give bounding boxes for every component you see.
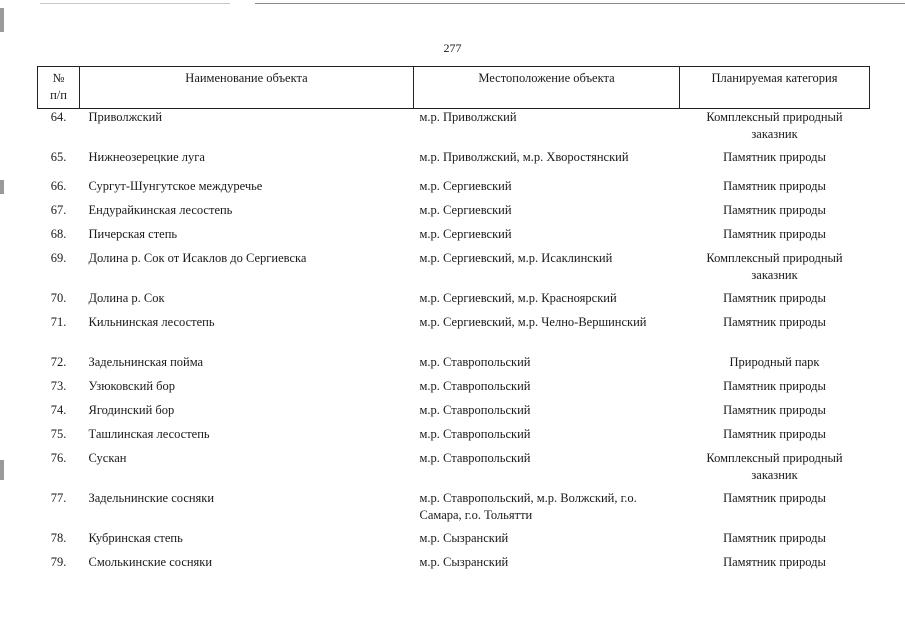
table-header [38,67,870,109]
row-name: Ташлинская лесостепь [88,426,210,441]
row-name: Приволжский [88,110,163,124]
row-location: м.р. Сергиевский, м.р. Исаклинский [419,250,613,265]
row-location: м.р. Ставропольский [419,354,531,369]
row-category: Памятник природы [723,290,826,305]
row-name: Пичерская степь [88,226,178,241]
row-num: 71. [50,314,67,329]
header-num: № п/п [38,67,80,109]
table-row [38,250,870,290]
row-name: Задельнинская пойма [88,354,204,369]
scan-edge-line [40,3,230,4]
row-category: Памятник природы [723,402,826,417]
scan-edge-line [255,3,905,4]
row-category: Памятник природы [723,178,826,193]
row-location: м.р. Сергиевский, м.р. Челно-Вершинский [419,314,647,329]
row-category: Памятник природы [723,554,826,569]
table-row [38,490,870,530]
row-category: Памятник природы [723,314,826,329]
row-num: 74. [50,402,67,417]
table-row [38,109,870,149]
row-num: 67. [50,202,67,217]
row-category: Природный парк [729,354,820,369]
table-row [38,402,870,426]
row-name: Долина р. Сок [88,290,165,305]
table-row [38,314,870,354]
row-name: Узюковский бор [88,378,176,393]
row-category: Комплексный природный заказник [706,250,843,282]
table-body [38,109,870,578]
row-name: Нижнеозерецкие луга [88,149,205,164]
row-category: Памятник природы [723,378,826,393]
row-location: м.р. Сергиевский [419,178,512,193]
row-location: м.р. Сергиевский [419,202,512,217]
row-location: м.р. Ставропольский [419,426,531,441]
table-row [38,226,870,250]
row-num: 79. [50,554,67,569]
row-category: Памятник природы [723,426,826,441]
row-category: Памятник природы [723,530,826,545]
table-row [38,554,870,578]
header-name: Наименование объекта [80,67,414,109]
row-category: Памятник природы [723,226,826,241]
row-name: Сургут-Шунгутское междуречье [88,178,263,193]
scan-edge-mark [0,8,4,32]
row-location: м.р. Сергиевский [419,226,512,241]
scan-edge-mark [0,460,4,480]
row-location: м.р. Ставропольский [419,402,531,417]
header-category: Планируемая категория [680,67,870,109]
row-category: Памятник природы [723,490,826,505]
table-row [38,354,870,378]
row-category: Памятник природы [723,149,826,164]
row-category: Комплексный природный заказник [706,110,843,141]
row-name: Кильнинская лесостепь [88,314,215,329]
row-num: 65. [50,149,67,164]
table-row [38,178,870,202]
row-name: Долина р. Сок от Исаклов до Сергиевска [88,250,307,265]
row-num: 78. [50,530,67,545]
row-location: м.р. Ставропольский [419,378,531,393]
row-name: Смолькинские сосняки [88,554,213,569]
row-name: Задельнинские сосняки [88,490,215,505]
row-num: 68. [50,226,67,241]
row-num: 76. [50,450,67,465]
table-row [38,530,870,554]
scan-edge-mark [0,180,4,194]
row-num: 69. [50,250,67,265]
row-num: 77. [50,490,67,505]
row-num: 64. [50,110,67,124]
row-num: 70. [50,290,67,305]
row-name: Кубринская степь [88,530,183,545]
row-location: м.р. Сергиевский, м.р. Красноярский [419,290,617,305]
row-name: Ендурайкинская лесостепь [88,202,233,217]
row-category: Комплексный природный заказник [706,450,843,482]
row-num: 72. [50,354,67,369]
header-row [38,67,870,109]
row-location: м.р. Ставропольский, м.р. Волжский, г.о. Самара, г.о. Тольятти [419,490,637,522]
header-location: Местоположение объекта [414,67,680,109]
page-number: 277 [443,41,462,55]
row-name: Ягодинский бор [88,402,175,417]
row-num: 66. [50,178,67,193]
row-num: 75. [50,426,67,441]
row-location: м.р. Сызранский [419,530,509,545]
table-row [38,426,870,450]
row-category: Памятник природы [723,202,826,217]
row-num: 73. [50,378,67,393]
table-row [38,149,870,178]
table-row [38,378,870,402]
table-row [38,290,870,314]
table-row [38,450,870,490]
row-location: м.р. Сызранский [419,554,509,569]
row-location: м.р. Ставропольский [419,450,531,465]
row-name: Сускан [88,450,127,465]
table-row [38,202,870,226]
row-location: м.р. Приволжский [419,110,517,124]
row-location: м.р. Приволжский, м.р. Хворостянский [419,149,629,164]
objects-table [37,66,870,578]
